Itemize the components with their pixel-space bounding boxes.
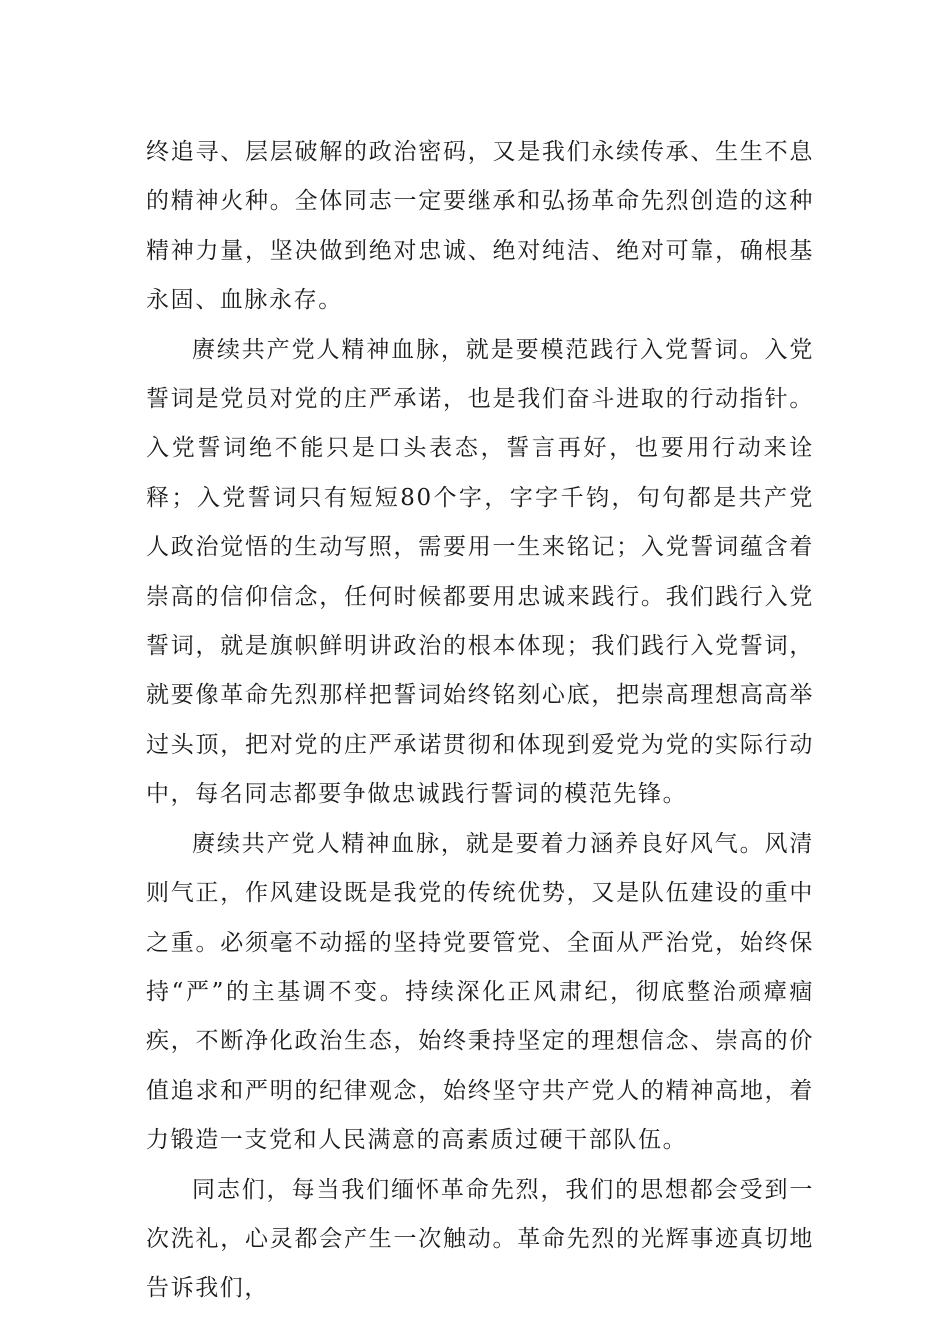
paragraph-1: 终追寻、层层破解的政治密码，又是我们永续传承、生生不息的精神火种。全体同志一定要继承和弘扬革命先烈创造的这种精神力量，坚决做到绝对忠诚、绝对纯洁、绝对可靠，确根基永固、血脉永存。 bbox=[146, 139, 814, 314]
body-text bbox=[146, 128, 814, 1314]
paragraph-3: 赓续共产党人精神血脉，就是要着力涵养良好风气。风清则气正，作风建设既是我党的传统优势，又是队伍建设的重中之重。必须毫不动摇的坚持党要管党、全面从严治党，始终保持“严”的主基调不变。持续深化正风肃纪，彻底整治顽瘴痼疾，不断净化政治生态，始终秉持坚定的理想信念、崇高的价值追求和严明的纪律观念，始终坚守共产党人的精神高地，着力锻造一支党和人民满意的高素质过硬干部队伍。 bbox=[146, 830, 814, 1154]
paragraph-2: 赓续共产党人精神血脉，就是要模范践行入党誓词。入党誓词是党员对党的庄严承诺，也是我们奋斗进取的行动指针。入党誓词绝不能只是口头表态，誓言再好，也要用行动来诠释；入党誓词只有短短80个字，字字千钧，句句都是共产党人政治觉悟的生动写照，需要用一生来铭记；入党誓词蕴含着崇高的信仰信念，任何时候都要用忠诚来践行。我们践行入党誓词，就是旗帜鲜明讲政治的根本体现；我们践行入党誓词，就要像革命先烈那样把誓词始终铭刻心底，把崇高理想高高举过头顶，把对党的庄严承诺贯彻和体现到爱党为党的实际行动中，每名同志都要争做忠诚践行誓词的模范先锋。 bbox=[146, 336, 814, 808]
paragraph-4: 同志们，每当我们缅怀革命先烈，我们的思想都会受到一次洗礼，心灵都会产生一次触动。革命先烈的光辉事迹真切地告诉我们， bbox=[146, 1176, 814, 1302]
